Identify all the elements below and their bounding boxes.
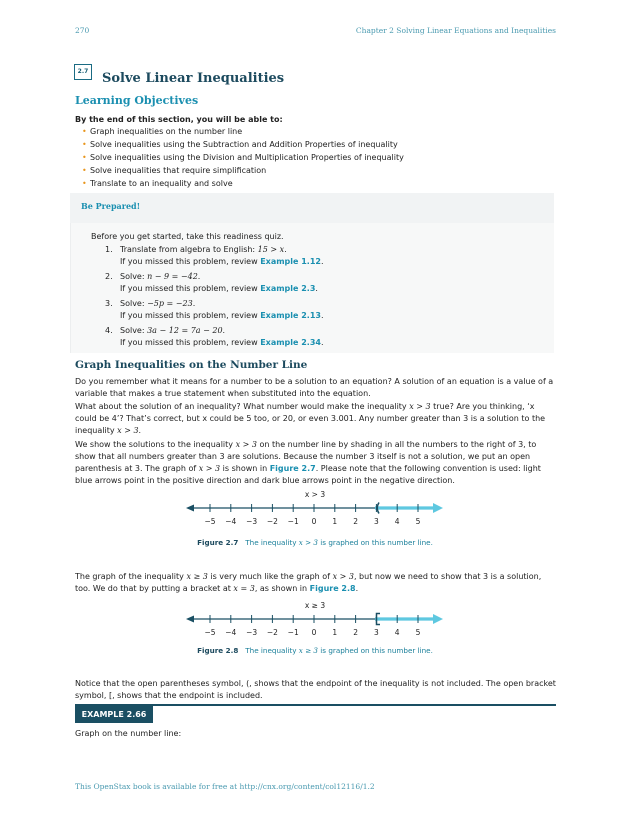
figure-label: x > 3: [304, 490, 326, 499]
quiz-prompt: Solve:: [120, 299, 145, 308]
section-title: Solve Linear Inequalities: [102, 71, 285, 86]
tick-label: −4: [225, 628, 237, 637]
paragraph-5: Notice that the open parentheses symbol, (, shows that the endpoint of the inequality is not included. The open bracket symbol, [, shows that the endpoint is included.: [75, 679, 556, 700]
quiz-item-3: 3. Solve: −5p = −23. If you missed this problem, review Example 2.13.: [105, 299, 324, 320]
objective-item: • Solve inequalities that require simplification: [82, 165, 404, 178]
learning-objectives-intro: By the end of this section, you will be able to:: [75, 115, 283, 124]
quiz-item-4: 4. Solve: 3a − 12 = 7a − 20. If you missed this problem, review Example 2.34.: [105, 326, 324, 347]
quiz-item-2: 2. Solve: n − 9 = −42. If you missed this problem, review Example 2.3.: [105, 272, 318, 293]
quiz-math: 3a − 12 = 7a − 20: [147, 326, 223, 335]
left-arrow-icon: [186, 505, 194, 512]
quiz-prompt: Translate from algebra to English:: [120, 245, 256, 254]
tick-label: 1: [332, 517, 338, 526]
inline-math: x > 3: [409, 402, 431, 411]
quiz-item-1: 1. Translate from algebra to English: 15 > x. If you missed this problem, review Example 1.12.: [105, 245, 324, 266]
tick-label: −2: [266, 517, 278, 526]
quiz-review-text: If you missed this problem, review: [120, 337, 258, 347]
section-number-badge: 2.7: [74, 64, 92, 80]
paragraph-3: We show the solutions to the inequality x > 3 on the number line by shading in all the numbers to the right of 3, to show that all numbers greater than 3 are solutions. Because the number 3 itself is not a solution, we put an open parenthesis at 3. The graph of x > 3 is shown in Figure 2.7. Please note that the following convention is used: light blue arrows point in the positive direction and dark blue arrows point in the negative direction.: [75, 440, 541, 485]
tick-label: −3: [246, 628, 258, 637]
quiz-prompt: Solve:: [120, 272, 145, 281]
objective-item: • Translate to an inequality and solve: [82, 178, 404, 191]
inline-math: x > 3: [117, 426, 139, 435]
inline-math: x > 3: [235, 440, 257, 449]
quiz-number: 1.: [105, 245, 113, 254]
chapter-header: Chapter 2 Solving Linear Equations and Inequalities: [355, 26, 556, 35]
be-prepared-intro: Before you get started, take this readiness quiz.: [91, 232, 284, 241]
review-link[interactable]: Example 2.34: [260, 337, 321, 347]
tick-label: 2: [353, 628, 358, 637]
paragraph-1: Do you remember what it means for a number to be a solution to an equation? A solution of an equation is a value of a variable that makes a true statement when substituted into the equation.: [75, 377, 554, 398]
quiz-math: n − 9 = −42: [147, 272, 198, 281]
figure-caption-2: Figure 2.8 The inequality x ≥ 3 is graphed on this number line.: [197, 646, 433, 655]
tick-label: −3: [246, 517, 258, 526]
figure-link[interactable]: Figure 2.7: [269, 464, 316, 473]
section-heading: Graph Inequalities on the Number Line: [75, 359, 308, 371]
inline-math: x ≥ 3: [186, 572, 208, 581]
page-number: 270: [75, 26, 90, 35]
tick-label: 4: [394, 517, 400, 526]
example-tag: EXAMPLE 2.66: [75, 706, 153, 723]
tick-labels: [204, 628, 420, 637]
example-prompt: Graph on the number line:: [75, 729, 182, 738]
left-arrow-icon: [186, 616, 194, 623]
tick-label: −5: [204, 628, 216, 637]
learning-objectives-list: [82, 126, 404, 191]
tick-label: −2: [266, 628, 278, 637]
paragraph-4: The graph of the inequality x ≥ 3 is very much like the graph of x > 3, but now we need to show that 3 is a solution, too. We do that by putting a bracket at x = 3, as shown in Figure 2.8.: [75, 572, 542, 593]
quiz-number: 2.: [105, 272, 113, 281]
number-line-figure-2: [180, 597, 450, 639]
review-link[interactable]: Example 1.12: [260, 256, 321, 266]
tick-label: 5: [415, 517, 421, 526]
quiz-review-text: If you missed this problem, review: [120, 256, 258, 266]
figure-link[interactable]: Figure 2.8: [309, 584, 356, 593]
tick-label: 3: [374, 628, 379, 637]
tick-label: 3: [374, 517, 379, 526]
tick-labels: [204, 517, 420, 526]
tick-label: −4: [225, 517, 237, 526]
tick-label: −1: [287, 517, 299, 526]
quiz-review-text: If you missed this problem, review: [120, 283, 258, 293]
quiz-review-text: If you missed this problem, review: [120, 310, 258, 320]
quiz-math: −5p = −23: [147, 299, 193, 308]
quiz-number: 3.: [105, 299, 113, 308]
objective-item: • Graph inequalities on the number line: [82, 126, 404, 139]
inline-math: x > 3: [198, 464, 221, 473]
review-link[interactable]: Example 2.13: [260, 310, 321, 320]
inline-math: x = 3: [233, 584, 255, 593]
tick-label: 1: [332, 628, 338, 637]
right-arrow-icon: [433, 614, 443, 624]
objective-item: • Solve inequalities using the Subtraction and Addition Properties of inequality: [82, 139, 404, 152]
figure-caption-1: Figure 2.7 The inequality x > 3 is graphed on this number line.: [197, 538, 433, 547]
footer-text: This OpenStax book is available for free at http://cnx.org/content/col12116/1.2: [75, 782, 375, 791]
tick-label: 2: [353, 517, 358, 526]
review-link[interactable]: Example 2.3: [260, 283, 316, 293]
number-line-figure-1: [180, 486, 450, 528]
quiz-prompt: Solve:: [120, 326, 145, 335]
tick-label: 4: [394, 628, 400, 637]
be-prepared-title: Be Prepared!: [81, 201, 141, 211]
right-arrow-icon: [433, 503, 443, 513]
quiz-number: 4.: [105, 326, 113, 335]
learning-objectives-title: Learning Objectives: [75, 94, 199, 107]
objective-item: • Solve inequalities using the Division and Multiplication Properties of inequality: [82, 152, 404, 165]
quiz-math: 15 > x: [257, 245, 285, 254]
tick-label: 0: [311, 628, 317, 637]
tick-label: 0: [311, 517, 317, 526]
tick-label: −5: [204, 517, 216, 526]
be-prepared-header: [70, 193, 554, 223]
paragraph-2: What about the solution of an inequality? What number would make the inequality x > 3 true? Are you thinking, ‘x could be 4’? That’s correct, but x could be 5 too, or 20, or even 3.001. Any number greater than 3 is a solution to the inequality x > 3.: [75, 402, 546, 435]
tick-label: −1: [287, 628, 299, 637]
inline-math: x > 3: [332, 572, 354, 581]
tick-label: 5: [415, 628, 421, 637]
figure-label: x ≥ 3: [304, 601, 326, 610]
